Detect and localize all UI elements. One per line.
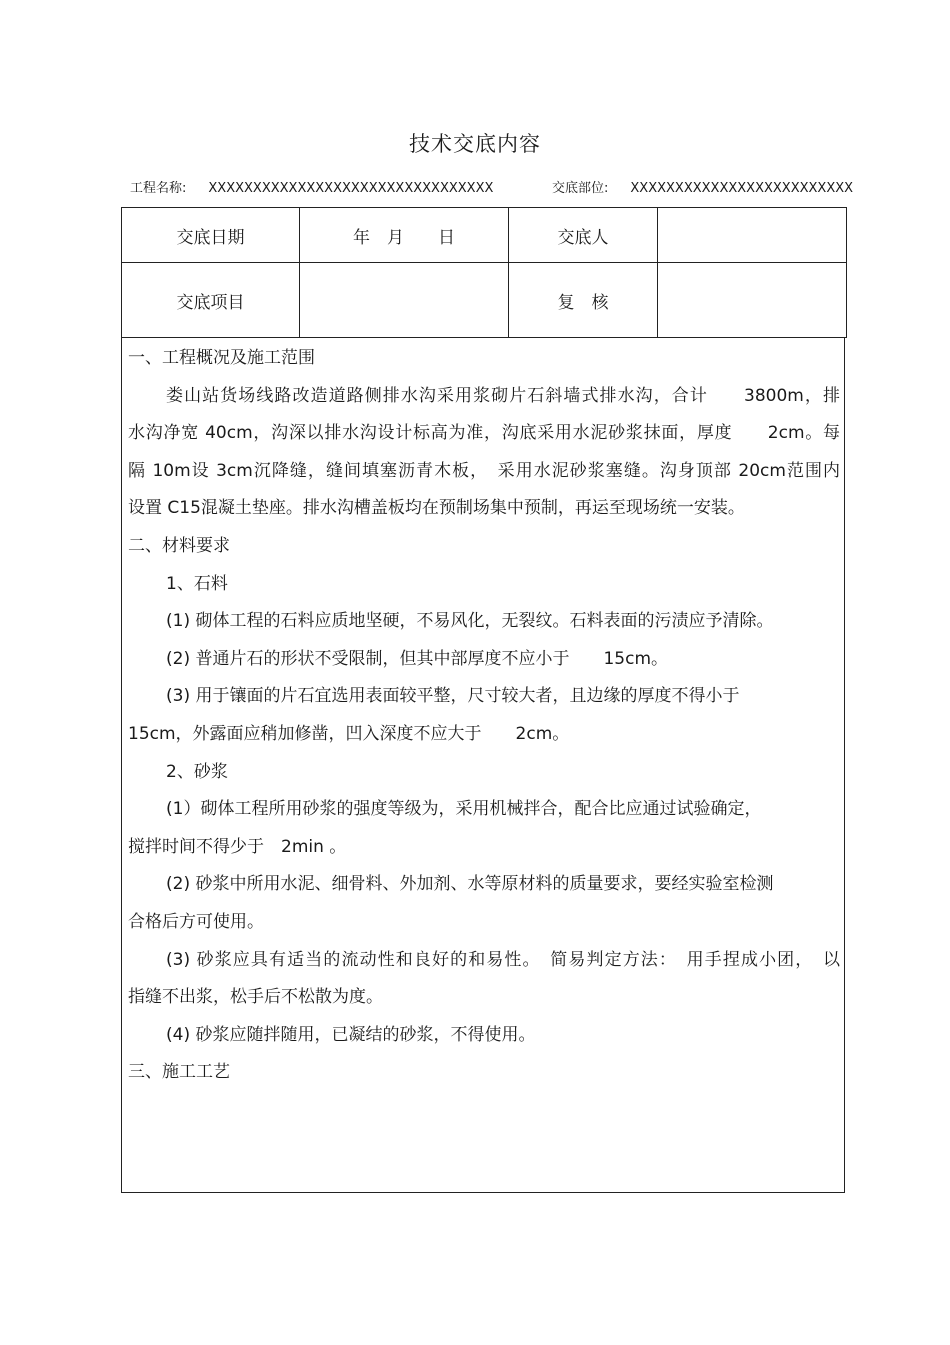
- project-name-value: XXXXXXXXXXXXXXXXXXXXXXXXXXXXXXXX: [208, 181, 494, 196]
- mortar-requirement-cont: 指缝不出浆，松手后不松散为度。: [128, 987, 383, 1008]
- mortar-requirement: (1）砌体工程所用砂浆的强度等级为，采用机械拌合，配合比应通过试验确定，: [166, 799, 762, 820]
- stone-requirement: (1) 砌体工程的石料应质地坚硬，不易风化，无裂纹。石料表面的污渍应予清除。: [166, 611, 774, 632]
- review-value[interactable]: [658, 263, 847, 338]
- handover-location-label: 交底部位:: [552, 181, 609, 196]
- date-label: 交底日期: [122, 208, 300, 263]
- page-title: 技术交底内容: [409, 132, 541, 156]
- review-label: 复 核: [509, 263, 658, 338]
- date-value[interactable]: 年 月 日: [300, 208, 509, 263]
- mortar-requirement-cont: 搅拌时间不得少于 2min 。: [128, 836, 347, 857]
- section-heading-overview: 一、工程概况及施工范围: [128, 348, 315, 368]
- stone-requirement-cont: 15cm，外露面应稍加修凿，凹入深度不应大于 2cm。: [128, 723, 570, 744]
- mortar-requirement: (4) 砂浆应随拌随用，已凝结的砂浆，不得使用。: [166, 1024, 536, 1045]
- header-row-item: [122, 263, 847, 338]
- section-heading-materials: 二、材料要求: [128, 535, 230, 556]
- handover-location-value: XXXXXXXXXXXXXXXXXXXXXXXXX: [630, 181, 854, 196]
- handover-person-value[interactable]: [658, 208, 847, 263]
- handover-item-label: 交底项目: [122, 263, 300, 338]
- stone-requirement: (3) 用于镶面的片石宜选用表面较平整，尺寸较大者，且边缘的厚度不得小于: [166, 686, 740, 707]
- handover-content: [128, 340, 840, 1092]
- overview-line: 娄山站货场线路改造道路侧排水沟采用浆砌片石斜墙式排水沟，合计 3800m，排: [166, 385, 840, 406]
- project-name-label: 工程名称:: [130, 181, 187, 196]
- mortar-requirement: (3) 砂浆应具有适当的流动性和良好的和易性。 简易判定方法： 用手捏成小团， 以: [166, 949, 840, 970]
- handover-item-value[interactable]: [300, 263, 509, 338]
- mortar-requirement-cont: 合格后方可使用。: [128, 911, 264, 932]
- project-name-field: [130, 177, 493, 196]
- subsection-title-stone: 1、石料: [166, 573, 228, 594]
- subsection-title-mortar: 2、砂浆: [166, 761, 228, 782]
- handover-location-field: [552, 177, 853, 196]
- header-table: [121, 207, 847, 338]
- section-heading-process: 三、施工工艺: [128, 1062, 230, 1083]
- overview-line: 水沟净宽 40cm，沟深以排水沟设计标高为准，沟底采用水泥砂浆抹面，厚度 2cm。每: [128, 423, 840, 444]
- overview-line: 隔 10m设 3cm沉降缝，缝间填塞沥青木板， 采用水泥砂浆塞缝。沟身顶部 20cm范围内: [128, 460, 840, 481]
- mortar-requirement: (2) 砂浆中所用水泥、细骨料、外加剂、水等原材料的质量要求，要经实验室检测: [166, 874, 774, 895]
- handover-person-label: 交底人: [509, 208, 658, 263]
- stone-requirement: (2) 普通片石的形状不受限制，但其中部厚度不应小于 15cm。: [166, 648, 669, 669]
- overview-line: 设置 C15混凝土垫座。排水沟槽盖板均在预制场集中预制，再运至现场统一安装。: [128, 498, 745, 519]
- header-row-date: [122, 208, 847, 263]
